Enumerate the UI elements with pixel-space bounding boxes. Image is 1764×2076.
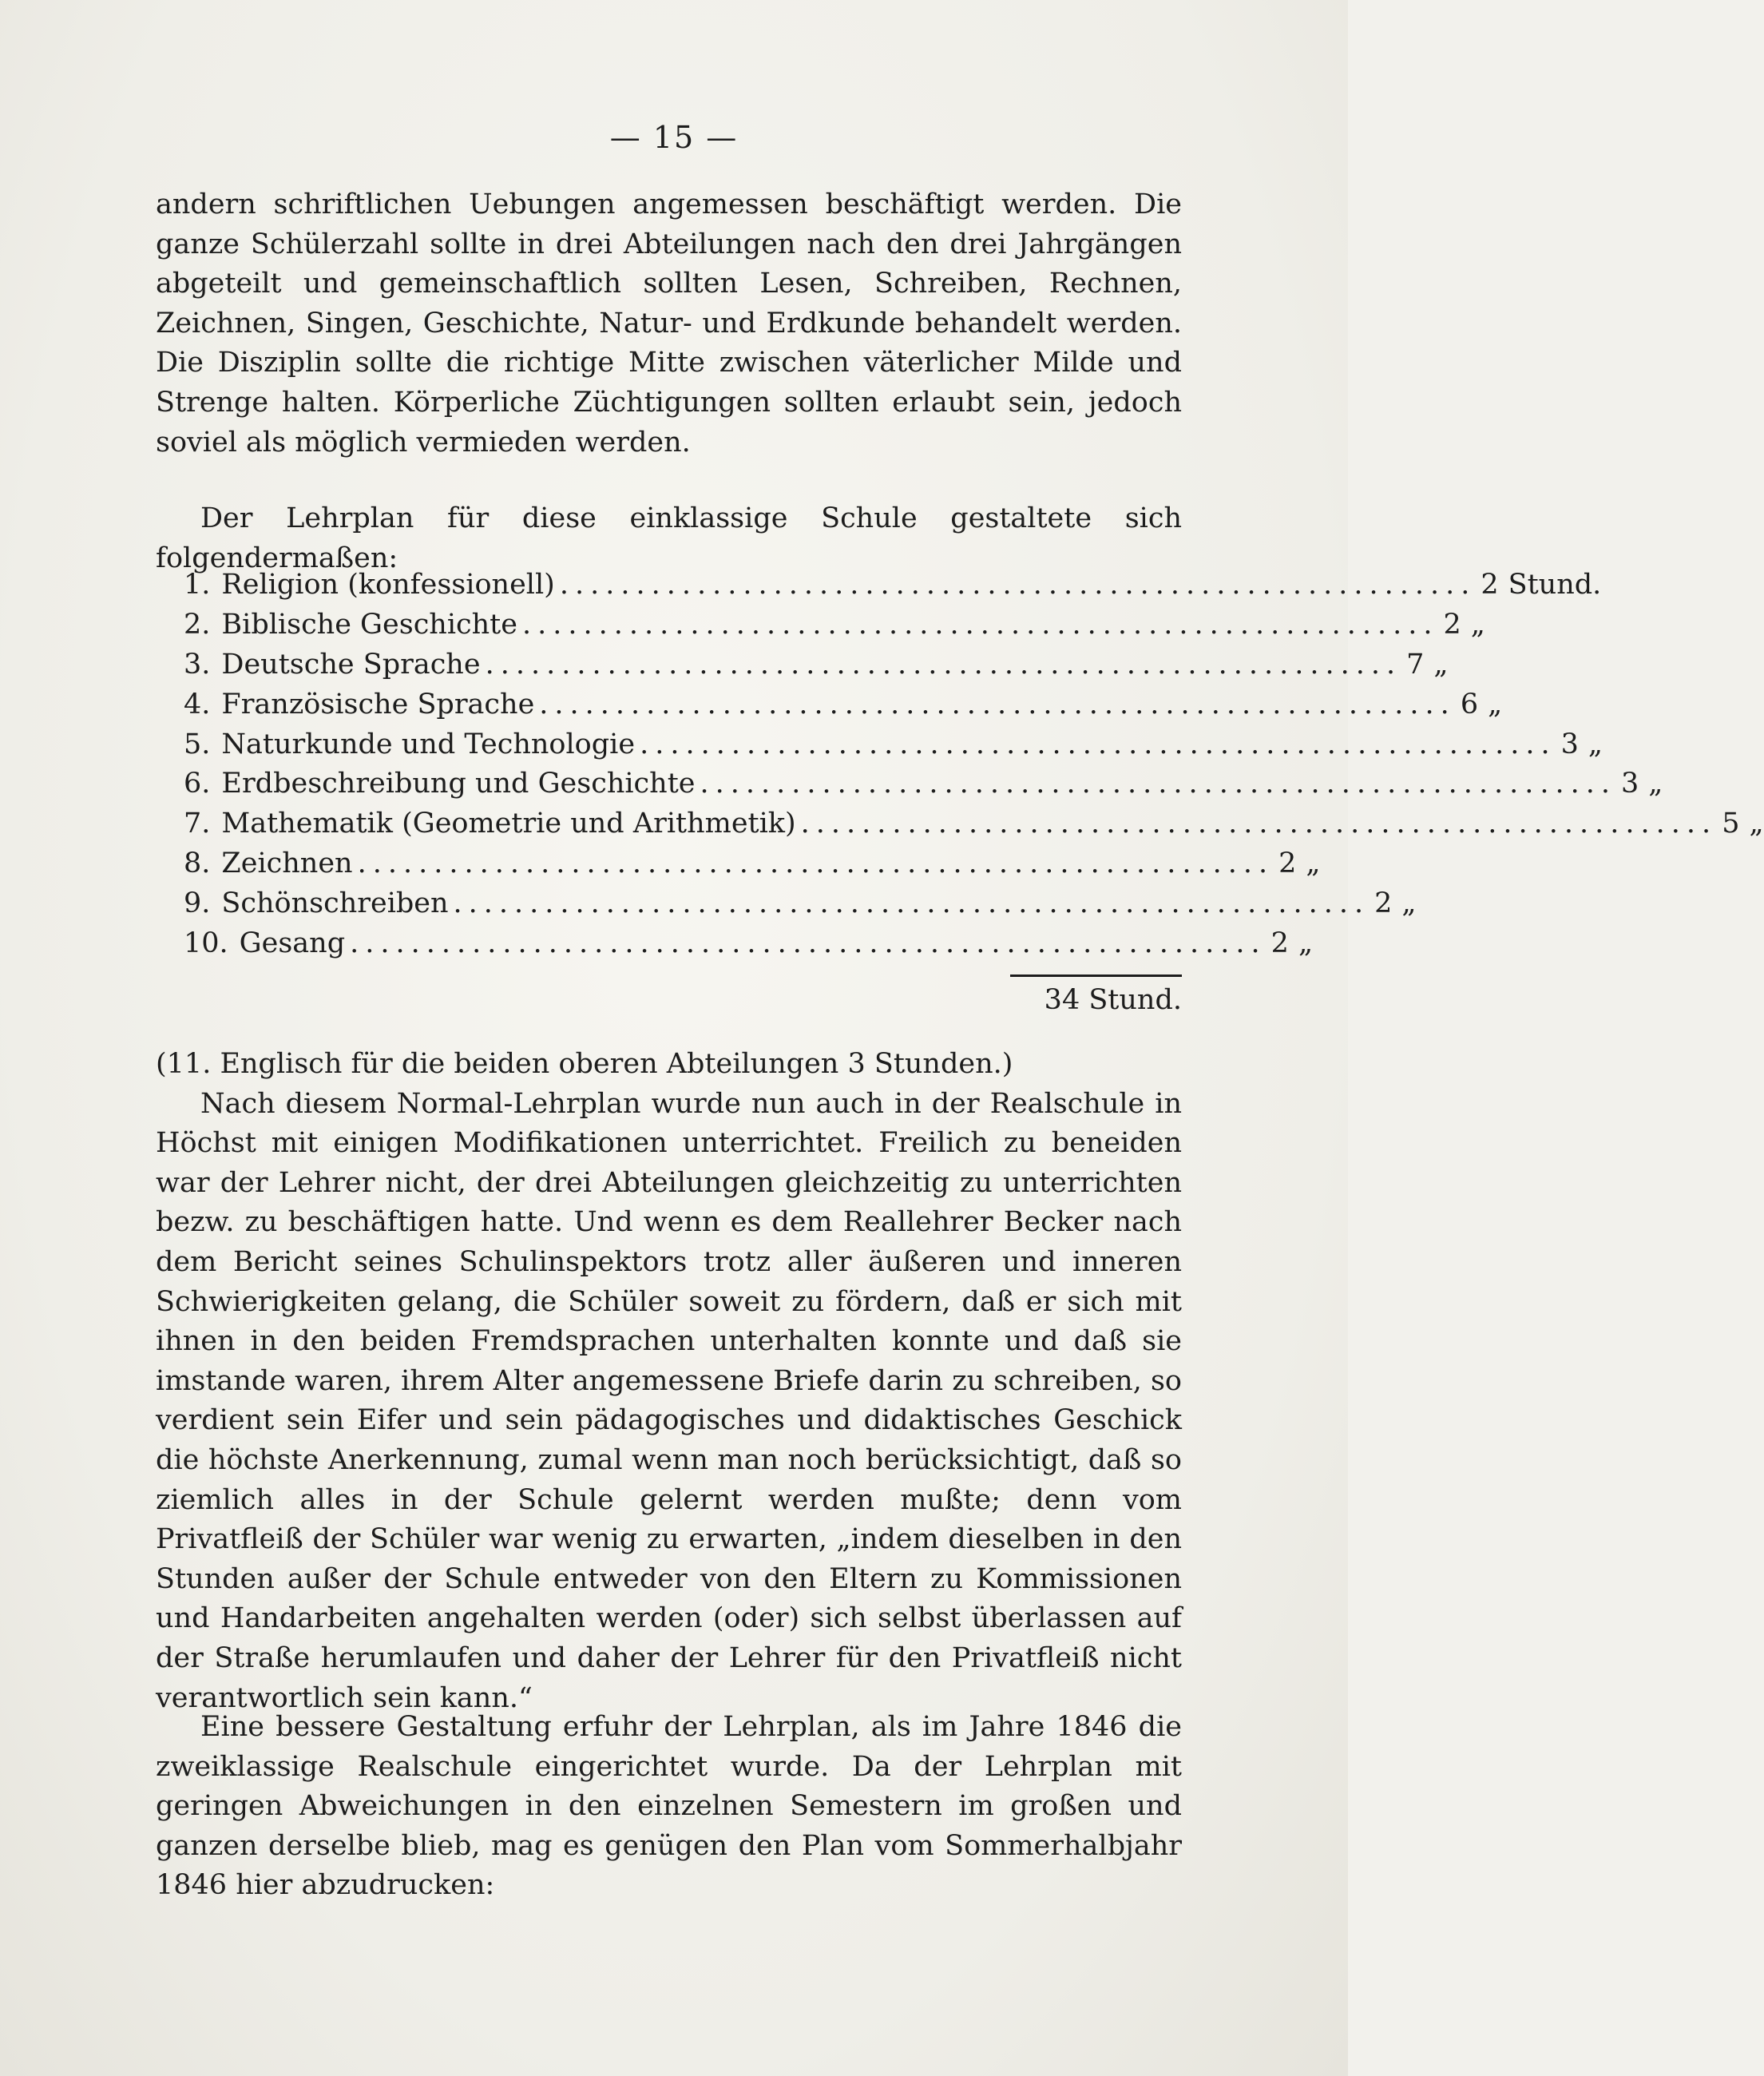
dot-leader: ............................................................	[350, 927, 1267, 960]
dot-leader: ............................................................	[640, 728, 1556, 760]
item-number: 10.	[184, 927, 228, 960]
subject-name: Mathematik (Geometrie und Arithmetik)	[221, 808, 796, 840]
item-number: 7.	[184, 808, 211, 840]
list-item	[184, 648, 1449, 689]
hours-unit: „	[1298, 927, 1314, 960]
text-block-realschule	[156, 1045, 1182, 1718]
hours-value: 2	[1270, 927, 1289, 960]
note-english: (11. Englisch für die beiden oberen Abteilungen 3 Stunden.)	[156, 1048, 1013, 1080]
subject-name: Deutsche Sprache	[221, 648, 481, 681]
hours-unit: „	[1470, 608, 1485, 641]
subject-name: Schönschreiben	[221, 887, 449, 920]
hours-value: 6	[1460, 688, 1479, 720]
paragraph-1846: Eine bessere Gestaltung erfuhr der Lehrplan, als im Jahre 1846 die zweiklassige Realschule eingerichtet wurde. Da der Lehrplan mit geringen Abweichungen in den einzelnen Semestern im großen und ganzen derselbe blieb, mag es genügen den Plan vom Sommerhalbjahr 1846 hier abzudrucken:	[156, 1711, 1182, 1902]
item-number: 1.	[184, 569, 211, 601]
list-item	[184, 927, 1314, 967]
list-item	[184, 728, 1603, 768]
dot-leader: ............................................................	[485, 648, 1402, 681]
hours-unit: „	[1588, 728, 1603, 760]
paragraph-discipline: andern schriftlichen Uebungen angemessen beschäftigt werden. Die ganze Schülerzahl sollte in drei Abteilungen nach den drei Jahrgängen abgeteilt und gemeinschaftlich sollten Lesen, Schreiben, Rechnen, Zeichnen, Singen, Geschichte, Natur- und Erdkunde behandelt werden. Die Disziplin sollte die richtige Mitte zwischen väterlicher Milde und Strenge halten. Körperliche Züchtigungen sollten erlaubt sein, jedoch soviel als möglich vermieden werden.	[156, 189, 1182, 458]
total-hours: 34 Stund.	[1044, 984, 1182, 1016]
hours-value: 3	[1621, 768, 1639, 800]
list-item	[184, 808, 1764, 847]
hours-unit: „	[1306, 847, 1321, 880]
list-item	[184, 688, 1503, 728]
hours-unit: „	[1433, 648, 1449, 681]
subject-name: Religion (konfessionell)	[221, 569, 555, 601]
page-number: — 15 —	[609, 120, 739, 155]
list-item	[184, 887, 1417, 927]
paragraph-hoechst: Nach diesem Normal-Lehrplan wurde nun auch in der Realschule in Höchst mit einigen Modifikationen unterrichtet. Freilich zu beneiden war der Lehrer nicht, der drei Abteilungen gleichzeitig zu unterrichten bezw. zu beschäftigen hatte. Und wenn es dem Reallehrer Becker nach dem Bericht seines Schulinspektors trotz aller äußeren und inneren Schwierigkeiten gelang, die Schüler soweit zu fördern, daß er sich mit ihnen in den beiden Fremdsprachen unterhalten konnte und daß sie imstande waren, ihrem Alter angemessene Briefe darin zu schreiben, so verdient sein Eifer und sein pädagogisches und didaktisches Geschick die höchste Anerkennung, zumal wenn man noch berücksichtigt, daß so ziemlich alles in der Schule gelernt werden mußte; denn vom Privatfleiß der Schüler war wenig zu erwarten, „indem dieselben in den Stunden außer der Schule entweder von den Eltern zu Kommissionen und Handarbeiten angehalten werden (oder) sich selbst überlassen auf der Straße herumlaufen und daher der Lehrer für den Privatfleiß nicht verantwortlich sein kann.“	[156, 1087, 1182, 1714]
list-item	[184, 569, 1602, 609]
total-rule	[1010, 974, 1182, 977]
hours-value: 3	[1560, 728, 1579, 760]
hours-unit: „	[1749, 808, 1764, 840]
dot-leader: ............................................................	[539, 688, 1456, 720]
item-number: 5.	[184, 728, 211, 760]
item-number: 6.	[184, 768, 211, 800]
hours-value: 7	[1406, 648, 1425, 681]
hours-value: 2	[1443, 608, 1461, 641]
dot-leader: ............................................................	[559, 569, 1477, 601]
item-number: 4.	[184, 688, 211, 720]
subject-name: Erdbeschreibung und Geschichte	[221, 768, 696, 800]
curriculum-list	[184, 569, 1764, 967]
dot-leader: ............................................................	[453, 887, 1370, 920]
hours-unit: „	[1648, 768, 1663, 800]
list-item	[184, 768, 1663, 808]
dot-leader: ............................................................	[521, 608, 1439, 641]
item-number: 2.	[184, 608, 211, 641]
hours-unit: „	[1401, 887, 1417, 920]
hours-value: 2	[1481, 569, 1499, 601]
item-number: 8.	[184, 847, 211, 880]
paragraph-curriculum-intro: Der Lehrplan für diese einklassige Schule gestaltete sich folgendermaßen:	[156, 502, 1182, 574]
hours-unit: Stund.	[1508, 569, 1602, 601]
hours-unit: „	[1488, 688, 1503, 720]
hours-value: 2	[1374, 887, 1393, 920]
subject-name: Naturkunde und Technologie	[221, 728, 636, 760]
item-number: 3.	[184, 648, 211, 681]
dot-leader: ............................................................	[700, 768, 1617, 800]
subject-name: Biblische Geschichte	[221, 608, 517, 641]
list-item	[184, 608, 1485, 649]
subject-name: Zeichnen	[221, 847, 353, 880]
item-number: 9.	[184, 887, 211, 920]
dot-leader: ............................................................	[357, 847, 1274, 880]
hours-value: 5	[1722, 808, 1740, 840]
subject-name: Französische Sprache	[221, 688, 535, 720]
dot-leader: ............................................................	[800, 808, 1718, 840]
hours-value: 2	[1278, 847, 1297, 880]
subject-name: Gesang	[239, 927, 346, 960]
list-item	[184, 847, 1321, 887]
